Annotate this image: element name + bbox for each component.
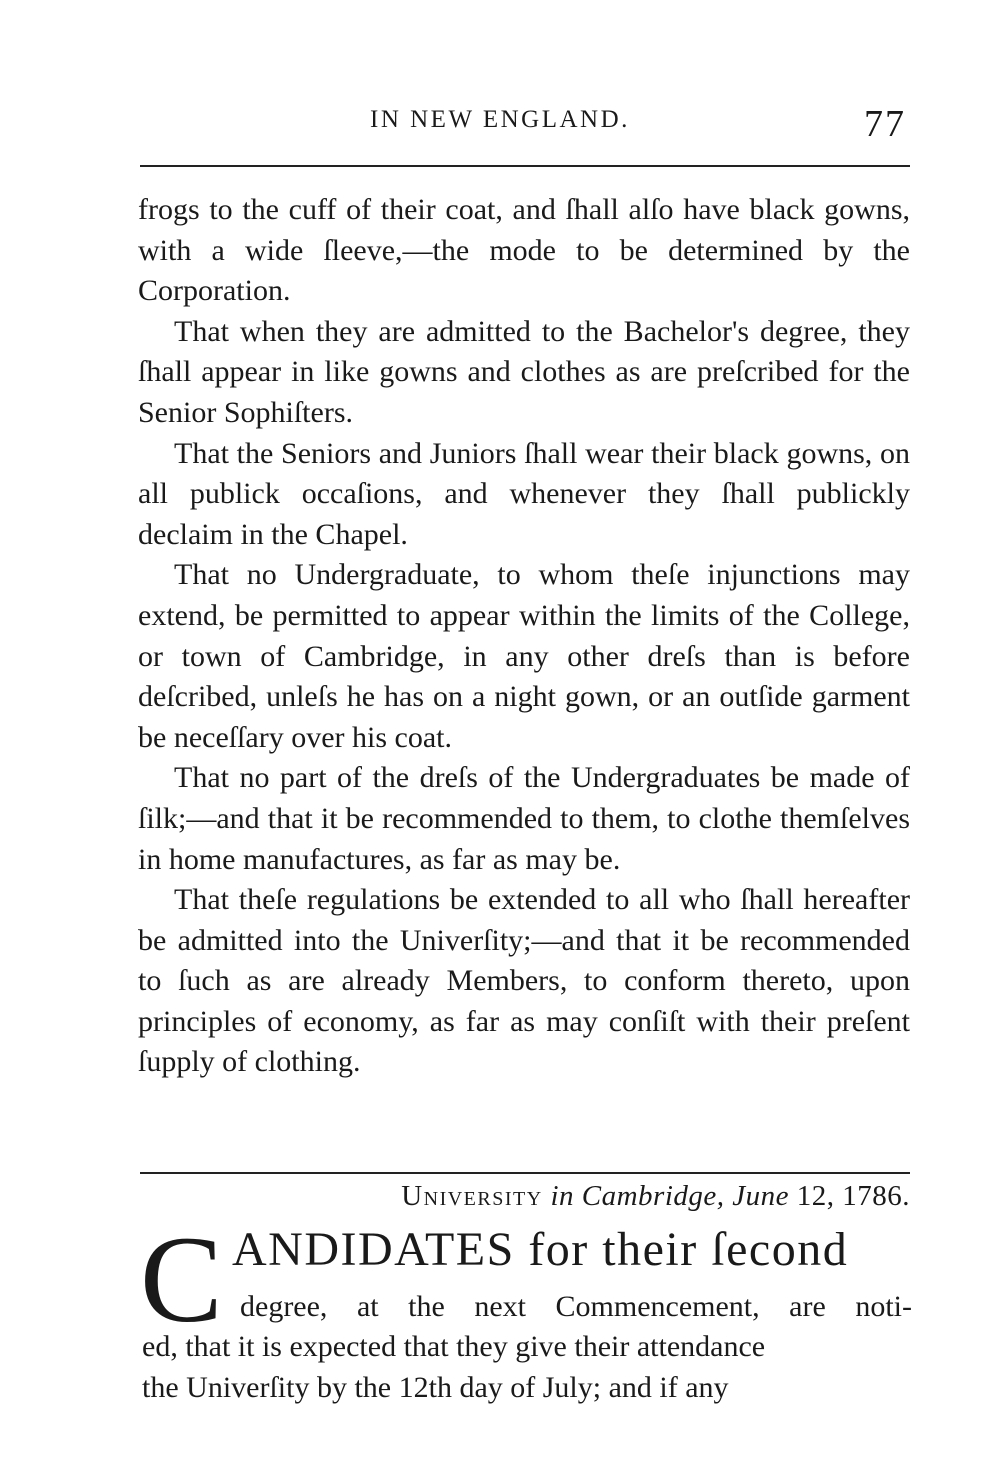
page-number: 77 bbox=[864, 103, 906, 145]
header-rule bbox=[140, 165, 910, 167]
notice-body bbox=[142, 1327, 912, 1408]
paragraph-6: That theſe regulations be extended to all who ſhall hereafter be admitted into the Univerſity;—and that it be recommended to ſuch as are already Members, to conform thereto, upon principles of economy, as far as may conſiſt with their preſent ſupply of clothing. bbox=[138, 883, 910, 1079]
regulations-text bbox=[138, 190, 910, 1083]
paragraph-3: That the Seniors and Juniors ſhall wear their black gowns, on all publick occaſions, and whenever they ſhall publickly declaim in the Chapel. bbox=[138, 436, 910, 551]
dateline-institution: University bbox=[401, 1180, 543, 1212]
notice-dateline bbox=[401, 1180, 910, 1213]
notice-line-3: the Univerſity by the 12th day of July; and if any bbox=[142, 1370, 729, 1404]
paragraph-1: frogs to the cuff of their coat, and ſhall alſo have black gowns, with a wide ſleeve,—the mode to be determined by the Corporation. bbox=[138, 193, 910, 308]
paragraph-5: That no part of the dreſs of the Undergraduates be made of ſilk;—and that it be recommended to them, to clothe themſelves in home manufactures, as far as may be. bbox=[138, 761, 910, 876]
running-title: IN NEW ENGLAND. bbox=[370, 106, 630, 133]
dateline-place: in Cambridge, bbox=[550, 1180, 725, 1212]
notice-line-2: ed, that it is expected that they give their attendance bbox=[142, 1330, 766, 1363]
paragraph-2: That when they are admitted to the Bachelor's degree, they ſhall appear in like gowns and clothes as are preſcribed for the Senior Sophiſters. bbox=[138, 314, 910, 429]
paragraph-4: That no Undergraduate, to whom theſe injunctions may extend, be permitted to appear within the limits of the College, or town of Cambridge, in any other dreſs than is before deſcribed, unleſs he has on a night gown, or an outſide garment be neceſſary over his coat. bbox=[138, 558, 910, 754]
notice-line-1: degree, at the next Commencement, are noti- bbox=[240, 1290, 912, 1323]
running-head bbox=[138, 100, 910, 160]
dateline-day-year: 12, 1786. bbox=[796, 1180, 910, 1212]
section-rule bbox=[140, 1172, 910, 1174]
notice-headline: ANDIDATES for their ſecond bbox=[232, 1223, 849, 1276]
drop-cap: C bbox=[140, 1211, 223, 1348]
dateline-month: June bbox=[732, 1180, 789, 1212]
